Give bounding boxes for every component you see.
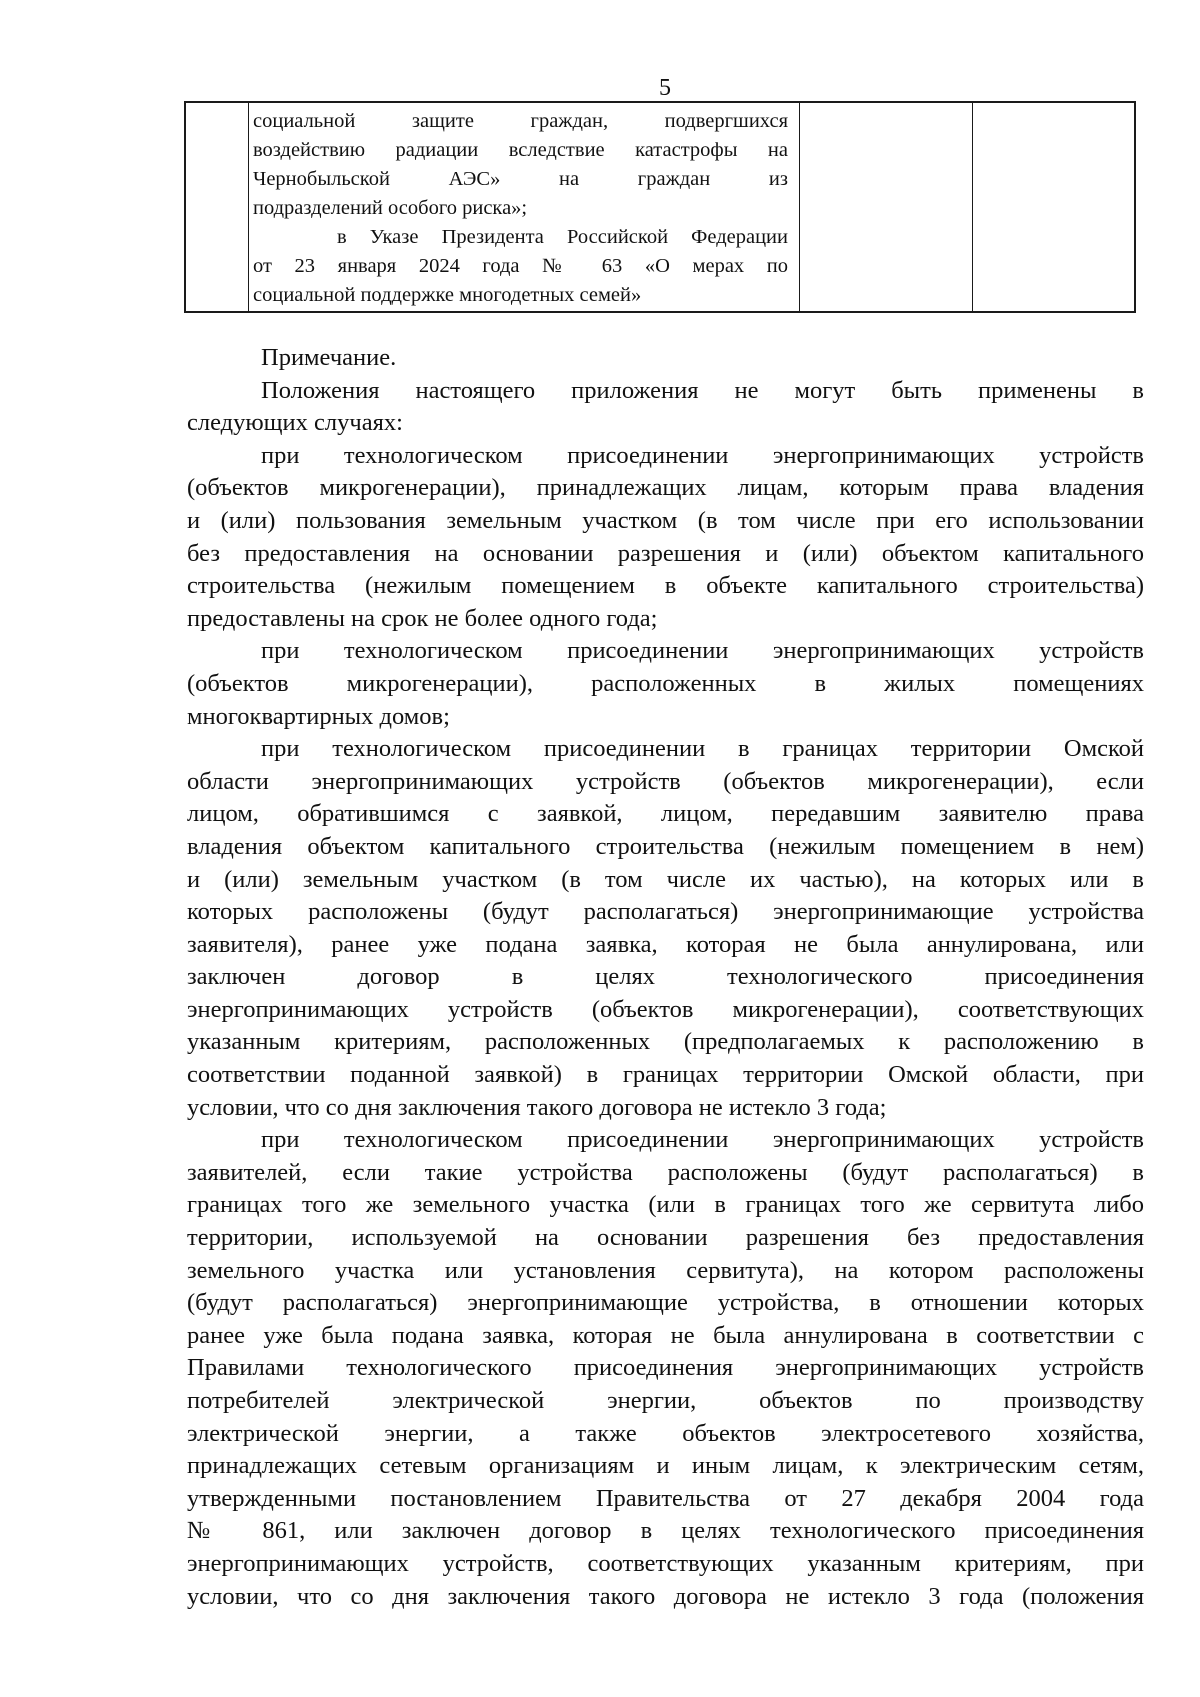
- text-line: утвержденными постановлением Правительства от 27 декабря 2004 года: [187, 1484, 1144, 1512]
- text-line: земельного участка или установления сервитута), на котором расположены: [187, 1256, 1144, 1284]
- text-line: и (или) земельным участком (в том числе их частью), на которых или в: [187, 865, 1144, 893]
- text-line: при технологическом присоединении энергопринимающих устройств: [261, 637, 1144, 665]
- continuation-table: [184, 101, 1136, 313]
- text-line: заключен договор в целях технологического присоединения: [187, 963, 1144, 991]
- table-cell-line: социальной защите граждан, подвергшихся: [253, 110, 788, 132]
- text-line: предоставлены на срок не более одного года;: [187, 604, 658, 632]
- text-line: заявителей, если такие устройства расположены (будут располагаться) в: [187, 1158, 1144, 1186]
- text-line: территории, используемой на основании разрешения без предоставления: [187, 1224, 1144, 1252]
- text-line: без предоставления на основании разрешения и (или) объектом капитального: [187, 539, 1144, 567]
- text-line: области энергопринимающих устройств (объектов микрогенерации), если: [187, 767, 1144, 795]
- text-line: соответствии поданной заявкой) в границах территории Омской области, при: [187, 1061, 1144, 1089]
- table-column-divider: [799, 103, 800, 311]
- text-line: границах того же земельного участка (или в границах того же сервитута либо: [187, 1191, 1144, 1219]
- text-line: при технологическом присоединении энергопринимающих устройств: [261, 1126, 1144, 1154]
- text-line: (объектов микрогенерации), расположенных в жилых помещениях: [187, 669, 1144, 697]
- text-line: № 861, или заключен договор в целях технологического присоединения: [187, 1517, 1144, 1545]
- text-line: указанным критериям, расположенных (предполагаемых к расположению в: [187, 1028, 1144, 1056]
- text-line: энергопринимающих устройств, соответствующих указанным критериям, при: [187, 1549, 1144, 1577]
- text-line: потребителей электрической энергии, объектов по производству: [187, 1387, 1144, 1414]
- text-line: электрической энергии, а также объектов электросетевого хозяйства,: [187, 1419, 1144, 1447]
- table-cell-line: социальной поддержке многодетных семей»: [253, 284, 642, 306]
- text-line: при технологическом присоединении в границах территории Омской: [261, 735, 1144, 763]
- text-line: при технологическом присоединении энергопринимающих устройств: [261, 441, 1144, 469]
- table-cell-line: воздействию радиации вследствие катастрофы на: [253, 139, 788, 161]
- note-body: [187, 342, 1144, 1613]
- table-cell-line: от 23 января 2024 года № 63 «О мерах по: [253, 255, 788, 277]
- text-line: принадлежащих сетевым организациям и иным лицам, к электрическим сетям,: [187, 1452, 1144, 1480]
- page-number: 5: [659, 75, 671, 101]
- text-line: Правилами технологического присоединения энергопринимающих устройств: [187, 1354, 1144, 1382]
- table-cell-line: подразделений особого риска»;: [253, 197, 528, 219]
- text-line: заявителя), ранее уже подана заявка, которая не была аннулирована, или: [187, 930, 1144, 958]
- text-line: Положения настоящего приложения не могут быть применены в: [261, 376, 1144, 404]
- text-line: (будут располагаться) энергопринимающие устройства, в отношении которых: [187, 1289, 1144, 1317]
- table-column-divider: [248, 103, 249, 311]
- text-line: ранее уже была подана заявка, которая не была аннулирована в соответствии с: [187, 1321, 1144, 1349]
- table-cell-text: [253, 107, 788, 310]
- text-line: владения объектом капитального строительства (нежилым помещением в нем): [187, 832, 1144, 860]
- text-line: следующих случаях:: [187, 409, 403, 437]
- text-line: строительства (нежилым помещением в объекте капитального строительства): [187, 572, 1144, 600]
- text-line: Примечание.: [261, 344, 397, 371]
- text-line: энергопринимающих устройств (объектов микрогенерации), соответствующих: [187, 995, 1144, 1023]
- table-cell-line: в Указе Президента Российской Федерации: [337, 226, 788, 248]
- text-line: условии, что со дня заключения такого договора не истекло 3 года;: [187, 1093, 887, 1121]
- table-column-divider: [972, 103, 973, 311]
- table-cell-line: Чернобыльской АЭС» на граждан из: [253, 168, 788, 190]
- text-line: лицом, обратившимся с заявкой, лицом, передавшим заявителю права: [187, 800, 1144, 828]
- text-line: условии, что со дня заключения такого договора не истекло 3 года (положения: [187, 1582, 1144, 1610]
- text-line: и (или) пользования земельным участком (в том числе при его использовании: [187, 506, 1144, 534]
- text-line: многоквартирных домов;: [187, 702, 450, 730]
- text-line: которых расположены (будут располагаться) энергопринимающие устройства: [187, 898, 1144, 926]
- text-line: (объектов микрогенерации), принадлежащих лицам, которым права владения: [187, 474, 1144, 502]
